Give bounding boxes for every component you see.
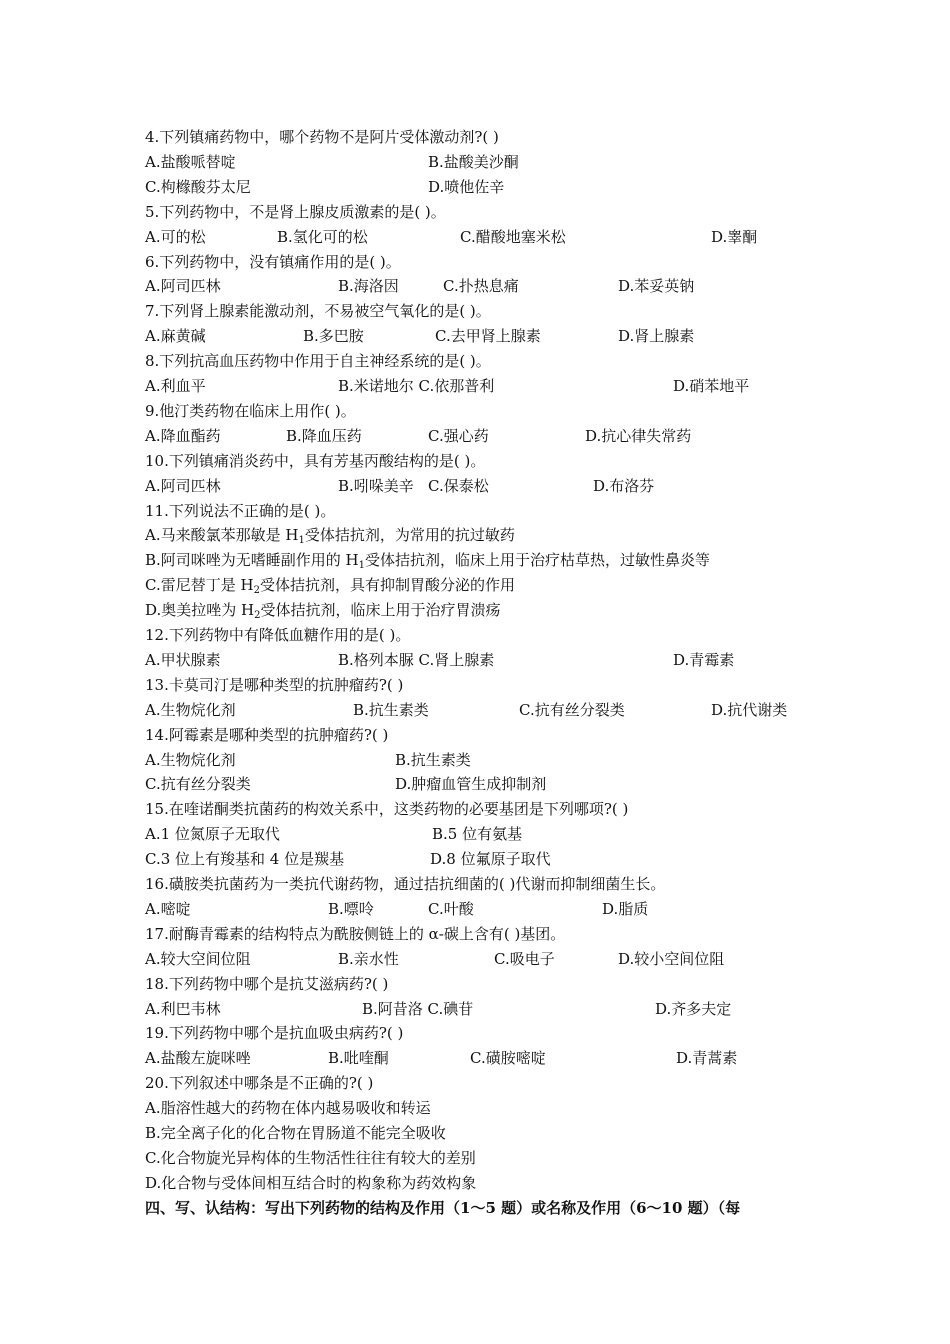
answer-option: B.阿昔洛 C.碘苷 xyxy=(362,999,474,1018)
answer-option: C.叶酸 xyxy=(428,899,474,918)
question-stem: 14.阿霉素是哪种类型的抗肿瘤药?( ) xyxy=(145,725,389,744)
answer-option: D.齐多夫定 xyxy=(655,999,732,1018)
question-stem: 4.下列镇痛药物中，哪个药物不是阿片受体激动剂?( ) xyxy=(145,128,499,146)
answer-option: C.化合物旋光异构体的生物活性往往有较大的差别 xyxy=(145,1148,476,1167)
answer-option: A.麻黄碱 xyxy=(145,327,206,346)
answer-option: A.甲状腺素 xyxy=(145,650,221,669)
answer-option: C.3 位上有羧基和 4 位是羰基 xyxy=(145,850,345,869)
answer-option: B.吡喹酮 xyxy=(328,1049,389,1068)
answer-option: D.脂质 xyxy=(602,899,649,918)
question-stem: 18.下列药物中哪个是抗艾滋病药?( ) xyxy=(145,974,389,993)
answer-option: D.肿瘤血管生成抑制剂 xyxy=(395,775,547,794)
question-stem: 15.在喹诺酮类抗菌药的构效关系中，这类药物的必要基团是下列哪项?( ) xyxy=(145,800,629,819)
answer-option: A.阿司匹林 xyxy=(145,476,221,495)
answer-option: B.阿司咪唑为无嗜睡副作用的 $H_1$受体拮抗剂，临床上用于治疗枯草热，过敏性鼻炎等 xyxy=(145,551,711,572)
answer-option: B.格列本脲 C.肾上腺素 xyxy=(338,650,495,669)
question-stem: 13.卡莫司汀是哪种类型的抗肿瘤药?( ) xyxy=(145,675,404,694)
answer-option: D.抗代谢类 xyxy=(711,700,788,719)
answer-option: B.降血压药 xyxy=(286,426,362,445)
answer-option: C.扑热息痛 xyxy=(443,277,519,296)
answer-option: D.睾酮 xyxy=(711,227,758,246)
answer-option: D.肾上腺素 xyxy=(618,327,695,346)
answer-option: D.较小空间位阻 xyxy=(618,949,725,968)
answer-option: D.喷他佐辛 xyxy=(428,177,505,196)
answer-option: A.降血酯药 xyxy=(145,426,221,445)
question-stem: 12.下列药物中有降低血糖作用的是( )。 xyxy=(145,626,411,644)
answer-option: D.硝苯地平 xyxy=(673,377,750,395)
answer-option: C.抗有丝分裂类 xyxy=(145,775,251,794)
answer-option: C.吸电子 xyxy=(494,949,555,968)
answer-option: A.盐酸左旋咪唑 xyxy=(145,1049,251,1068)
answer-option: C.枸橼酸芬太尼 xyxy=(145,177,251,196)
answer-option: A.马来酸氯苯那敏是 $H_1$受体拮抗剂，为常用的抗过敏药 xyxy=(145,526,515,547)
answer-option: C.抗有丝分裂类 xyxy=(519,700,625,719)
question-stem: 10.下列镇痛消炎药中，具有芳基丙酸结构的是( )。 xyxy=(145,451,486,470)
answer-option: D.抗心律失常药 xyxy=(585,426,692,445)
answer-option: D.青蒿素 xyxy=(676,1049,738,1068)
question-stem: 6.下列药物中，没有镇痛作用的是( )。 xyxy=(145,252,401,271)
answer-option: B.嘌呤 xyxy=(328,899,374,918)
answer-option: B.完全离子化的化合物在胃肠道不能完全吸收 xyxy=(145,1124,446,1142)
answer-option: B.盐酸美沙酮 xyxy=(428,152,519,171)
answer-option: B.氢化可的松 xyxy=(277,227,368,246)
answer-option: B.亲水性 xyxy=(338,949,399,968)
answer-option: A.生物烷化剂 xyxy=(145,700,236,719)
answer-option: A.生物烷化剂 xyxy=(145,750,236,769)
answer-option: B.抗生素类 xyxy=(395,750,471,769)
answer-option: A.较大空间位阻 xyxy=(145,949,251,968)
question-stem: 5.下列药物中，不是肾上腺皮质激素的是( )。 xyxy=(145,202,446,221)
question-stem: 8.下列抗高血压药物中作用于自主神经系统的是( )。 xyxy=(145,352,491,371)
answer-option: A.盐酸哌替啶 xyxy=(145,152,236,171)
question-stem: 19.下列药物中哪个是抗血吸虫病药?( ) xyxy=(145,1024,404,1043)
section-heading: 四、写、认结构：写出下列药物的结构及作用（1～5 题）或名称及作用（6～10 题）（每 xyxy=(145,1198,741,1217)
answer-option: A.利血平 xyxy=(145,377,206,395)
answer-option: C.醋酸地塞米松 xyxy=(460,227,566,246)
question-stem: 16.磺胺类抗菌药为一类抗代谢药物，通过拮抗细菌的( )代谢而抑制细菌生长。 xyxy=(145,875,666,893)
question-stem: 9.他汀类药物在临床上用作( )。 xyxy=(145,401,356,420)
answer-option: C.保泰松 xyxy=(428,476,489,495)
answer-option: A.嘧啶 xyxy=(145,899,191,918)
question-stem: 17.耐酶青霉素的结构特点为酰胺侧链上的 α-碳上含有( )基团。 xyxy=(145,924,566,943)
answer-option: D.布洛芬 xyxy=(593,476,655,495)
answer-option: D.青霉素 xyxy=(673,650,735,669)
question-stem: 7.下列肾上腺素能激动剂，不易被空气氧化的是( )。 xyxy=(145,302,491,321)
question-stem: 20.下列叙述中哪条是不正确的?( ) xyxy=(145,1074,374,1093)
answer-option: B.抗生素类 xyxy=(353,700,429,719)
answer-option: A.1 位氮原子无取代 xyxy=(145,825,280,844)
answer-option: B.米诺地尔 C.依那普利 xyxy=(338,377,495,395)
answer-option: B.海洛因 xyxy=(338,277,399,296)
answer-option: C.雷尼替丁是 $H_2$受体拮抗剂，具有抑制胃酸分泌的作用 xyxy=(145,576,515,597)
answer-option: C.磺胺嘧啶 xyxy=(470,1049,546,1068)
answer-option: B.5 位有氨基 xyxy=(432,825,523,844)
answer-option: A.可的松 xyxy=(145,227,206,246)
question-stem: 11.下列说法不正确的是( )。 xyxy=(145,501,336,520)
answer-option: D.奥美拉唑为 $H_2$受体拮抗剂，临床上用于治疗胃溃疡 xyxy=(145,601,501,622)
answer-option: C.强心药 xyxy=(428,426,489,445)
answer-option: D.化合物与受体间相互结合时的构象称为药效构象 xyxy=(145,1173,477,1192)
answer-option: A.利巴韦林 xyxy=(145,999,221,1018)
answer-option: B.吲哚美辛 xyxy=(338,476,414,495)
answer-option: A.脂溶性越大的药物在体内越易吸收和转运 xyxy=(145,1099,431,1118)
answer-option: D.苯妥英钠 xyxy=(618,277,695,296)
answer-option: B.多巴胺 xyxy=(303,327,364,346)
answer-option: C.去甲肾上腺素 xyxy=(435,327,541,346)
answer-option: D.8 位氟原子取代 xyxy=(430,850,551,869)
answer-option: A.阿司匹林 xyxy=(145,277,221,296)
